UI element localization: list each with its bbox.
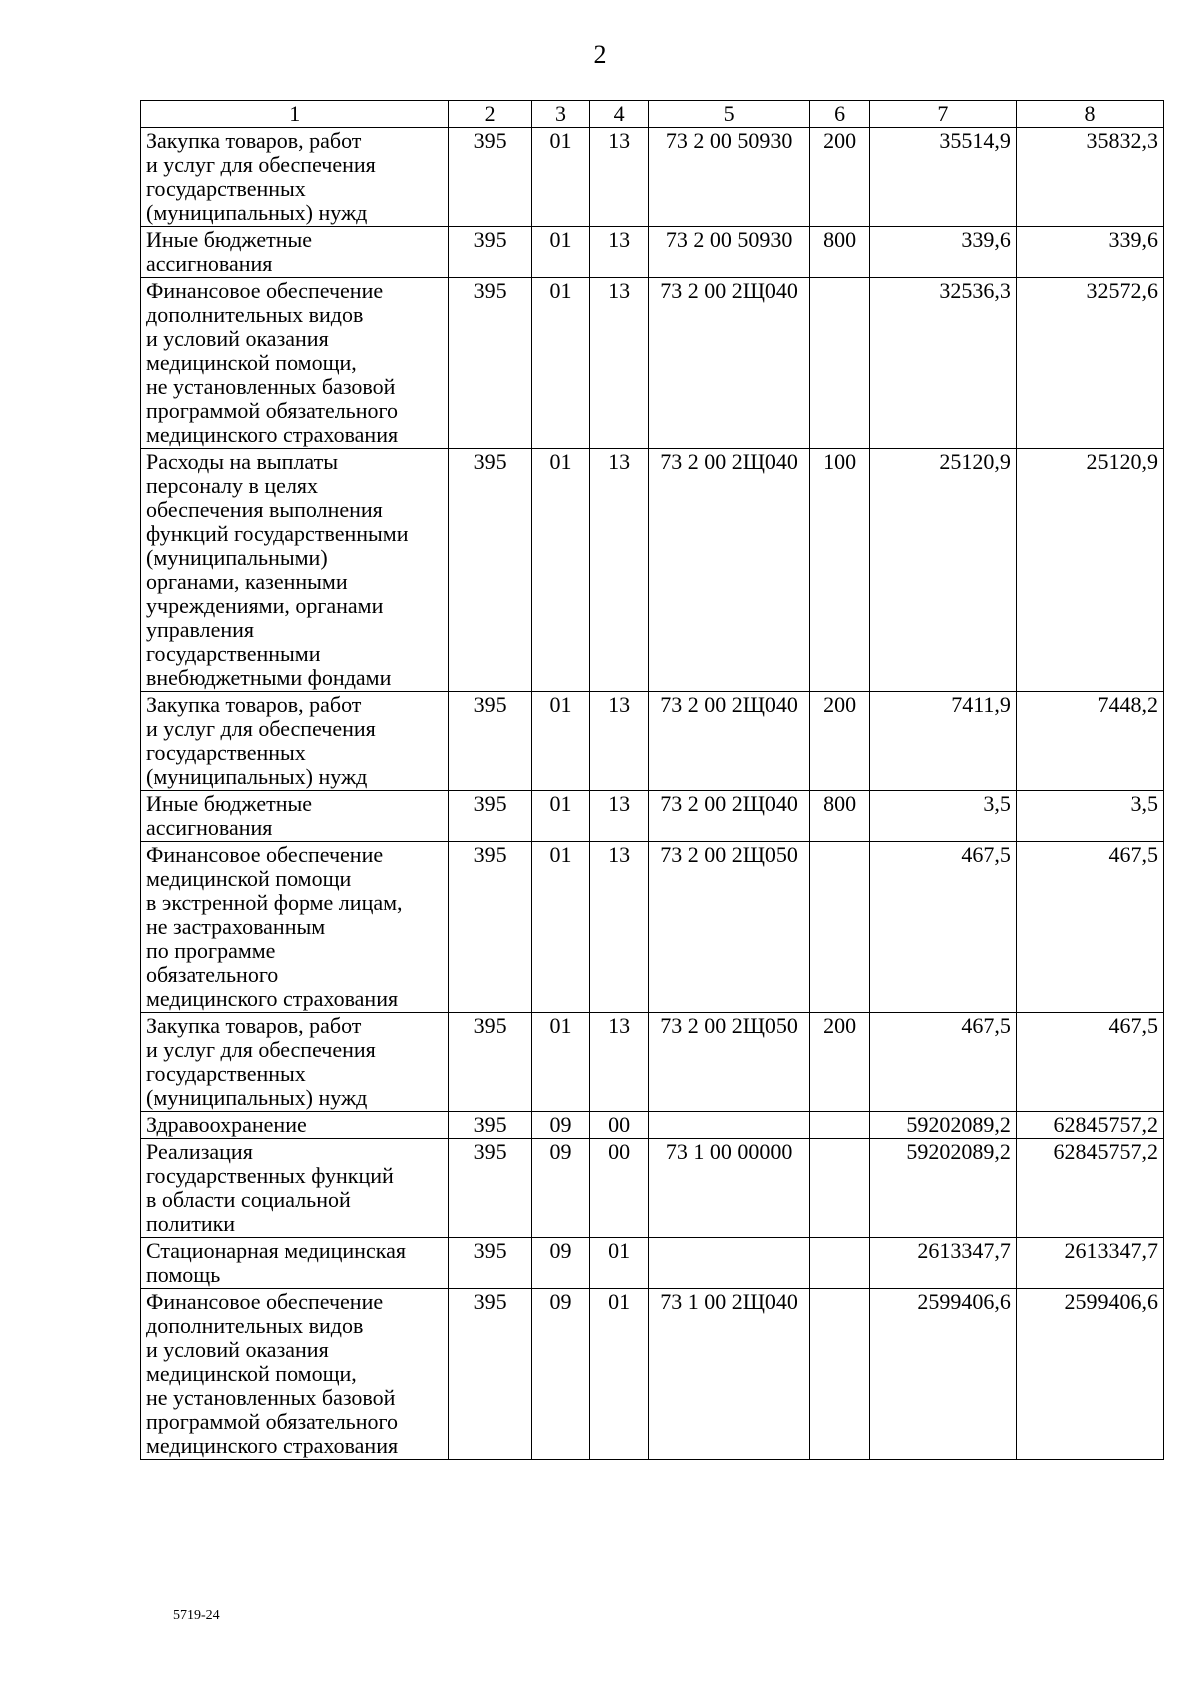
- cell-target-code: 73 2 00 2Щ050: [648, 842, 809, 1013]
- cell-amount-7: 7411,9: [869, 692, 1016, 791]
- document-code: 5719-24: [173, 1608, 220, 1623]
- cell-subsection: 13: [590, 842, 649, 1013]
- cell-expense-type: 100: [810, 449, 870, 692]
- column-header: 6: [810, 101, 870, 128]
- cell-ministry: 395: [449, 1238, 531, 1289]
- cell-amount-7: 59202089,2: [869, 1112, 1016, 1139]
- cell-amount-7: 339,6: [869, 227, 1016, 278]
- row-name: Иные бюджетные ассигнования: [141, 227, 449, 278]
- row-name: Здравоохранение: [141, 1112, 449, 1139]
- cell-expense-type: [810, 1238, 870, 1289]
- cell-amount-7: 32536,3: [869, 278, 1016, 449]
- cell-target-code: 73 1 00 00000: [648, 1139, 809, 1238]
- row-name: Закупка товаров, работ и услуг для обеспечения государственных (муниципальных) нужд: [141, 1013, 449, 1112]
- cell-target-code: 73 2 00 2Щ040: [648, 278, 809, 449]
- table-row: [141, 278, 1164, 449]
- cell-section: 01: [531, 791, 590, 842]
- cell-subsection: 00: [590, 1112, 649, 1139]
- cell-target-code: 73 2 00 2Щ040: [648, 791, 809, 842]
- column-header: 2: [449, 101, 531, 128]
- cell-amount-8: 32572,6: [1016, 278, 1163, 449]
- row-name: Финансовое обеспечение медицинской помощи в экстренной форме лицам, не застрахованным по программе обязательного медицинского страхования: [141, 842, 449, 1013]
- table-row: [141, 1289, 1164, 1460]
- budget-table: [140, 100, 1164, 1460]
- cell-amount-8: 3,5: [1016, 791, 1163, 842]
- cell-subsection: 00: [590, 1139, 649, 1238]
- cell-subsection: 13: [590, 692, 649, 791]
- cell-subsection: 13: [590, 128, 649, 227]
- cell-section: 01: [531, 449, 590, 692]
- header-row: [141, 101, 1164, 128]
- cell-amount-7: 59202089,2: [869, 1139, 1016, 1238]
- row-name: Иные бюджетные ассигнования: [141, 791, 449, 842]
- cell-expense-type: 200: [810, 692, 870, 791]
- cell-ministry: 395: [449, 842, 531, 1013]
- cell-target-code: [648, 1112, 809, 1139]
- table-row: [141, 128, 1164, 227]
- cell-section: 01: [531, 128, 590, 227]
- row-name: Финансовое обеспечение дополнительных видов и условий оказания медицинской помощи, не установленных базовой программой обязательного медицинского страхования: [141, 1289, 449, 1460]
- cell-target-code: 73 2 00 50930: [648, 227, 809, 278]
- cell-amount-8: 25120,9: [1016, 449, 1163, 692]
- cell-ministry: 395: [449, 791, 531, 842]
- table-row: [141, 1013, 1164, 1112]
- cell-section: 01: [531, 842, 590, 1013]
- cell-amount-8: 62845757,2: [1016, 1139, 1163, 1238]
- cell-expense-type: 800: [810, 791, 870, 842]
- cell-amount-8: 35832,3: [1016, 128, 1163, 227]
- cell-subsection: 13: [590, 278, 649, 449]
- cell-target-code: 73 2 00 2Щ040: [648, 692, 809, 791]
- cell-subsection: 13: [590, 1013, 649, 1112]
- cell-amount-8: 62845757,2: [1016, 1112, 1163, 1139]
- cell-target-code: 73 2 00 2Щ040: [648, 449, 809, 692]
- cell-amount-7: 467,5: [869, 1013, 1016, 1112]
- cell-amount-7: 2599406,6: [869, 1289, 1016, 1460]
- cell-ministry: 395: [449, 1289, 531, 1460]
- cell-amount-8: 2599406,6: [1016, 1289, 1163, 1460]
- cell-target-code: [648, 1238, 809, 1289]
- column-header: 5: [648, 101, 809, 128]
- table-row: [141, 1238, 1164, 1289]
- table-row: [141, 227, 1164, 278]
- cell-section: 01: [531, 227, 590, 278]
- cell-section: 09: [531, 1238, 590, 1289]
- cell-ministry: 395: [449, 227, 531, 278]
- cell-expense-type: [810, 278, 870, 449]
- cell-section: 01: [531, 278, 590, 449]
- cell-section: 09: [531, 1289, 590, 1460]
- cell-ministry: 395: [449, 1112, 531, 1139]
- cell-expense-type: 800: [810, 227, 870, 278]
- cell-section: 01: [531, 1013, 590, 1112]
- table-row: [141, 692, 1164, 791]
- cell-target-code: 73 2 00 2Щ050: [648, 1013, 809, 1112]
- cell-amount-7: 467,5: [869, 842, 1016, 1013]
- cell-amount-8: 2613347,7: [1016, 1238, 1163, 1289]
- cell-subsection: 01: [590, 1238, 649, 1289]
- cell-amount-8: 467,5: [1016, 1013, 1163, 1112]
- row-name: Стационарная медицинская помощь: [141, 1238, 449, 1289]
- cell-expense-type: [810, 1289, 870, 1460]
- column-header: 7: [869, 101, 1016, 128]
- cell-subsection: 13: [590, 791, 649, 842]
- cell-amount-7: 25120,9: [869, 449, 1016, 692]
- cell-expense-type: [810, 1112, 870, 1139]
- row-name: Финансовое обеспечение дополнительных видов и условий оказания медицинской помощи, не установленных базовой программой обязательного медицинского страхования: [141, 278, 449, 449]
- cell-expense-type: 200: [810, 1013, 870, 1112]
- cell-amount-8: 7448,2: [1016, 692, 1163, 791]
- table-row: [141, 791, 1164, 842]
- table-row: [141, 1139, 1164, 1238]
- cell-subsection: 13: [590, 227, 649, 278]
- cell-ministry: 395: [449, 692, 531, 791]
- cell-amount-7: 35514,9: [869, 128, 1016, 227]
- cell-amount-7: 3,5: [869, 791, 1016, 842]
- row-name: Реализация государственных функций в области социальной политики: [141, 1139, 449, 1238]
- cell-amount-8: 467,5: [1016, 842, 1163, 1013]
- cell-ministry: 395: [449, 128, 531, 227]
- cell-subsection: 01: [590, 1289, 649, 1460]
- cell-ministry: 395: [449, 1139, 531, 1238]
- cell-amount-8: 339,6: [1016, 227, 1163, 278]
- cell-subsection: 13: [590, 449, 649, 692]
- table-row: [141, 1112, 1164, 1139]
- table-row: [141, 842, 1164, 1013]
- cell-expense-type: [810, 842, 870, 1013]
- cell-amount-7: 2613347,7: [869, 1238, 1016, 1289]
- column-header: 3: [531, 101, 590, 128]
- row-name: Расходы на выплаты персоналу в целях обеспечения выполнения функций государственными (муниципальными) органами, казенными учреждениями, органами управления государственными внебюджетными фондами: [141, 449, 449, 692]
- cell-section: 09: [531, 1139, 590, 1238]
- page-number: 2: [593, 40, 607, 69]
- cell-expense-type: [810, 1139, 870, 1238]
- cell-target-code: 73 2 00 50930: [648, 128, 809, 227]
- cell-section: 09: [531, 1112, 590, 1139]
- column-header: 1: [141, 101, 449, 128]
- row-name: Закупка товаров, работ и услуг для обеспечения государственных (муниципальных) нужд: [141, 692, 449, 791]
- row-name: Закупка товаров, работ и услуг для обеспечения государственных (муниципальных) нужд: [141, 128, 449, 227]
- cell-expense-type: 200: [810, 128, 870, 227]
- column-header: 8: [1016, 101, 1163, 128]
- table-row: [141, 449, 1164, 692]
- column-header: 4: [590, 101, 649, 128]
- cell-ministry: 395: [449, 278, 531, 449]
- cell-section: 01: [531, 692, 590, 791]
- cell-target-code: 73 1 00 2Щ040: [648, 1289, 809, 1460]
- cell-ministry: 395: [449, 449, 531, 692]
- cell-ministry: 395: [449, 1013, 531, 1112]
